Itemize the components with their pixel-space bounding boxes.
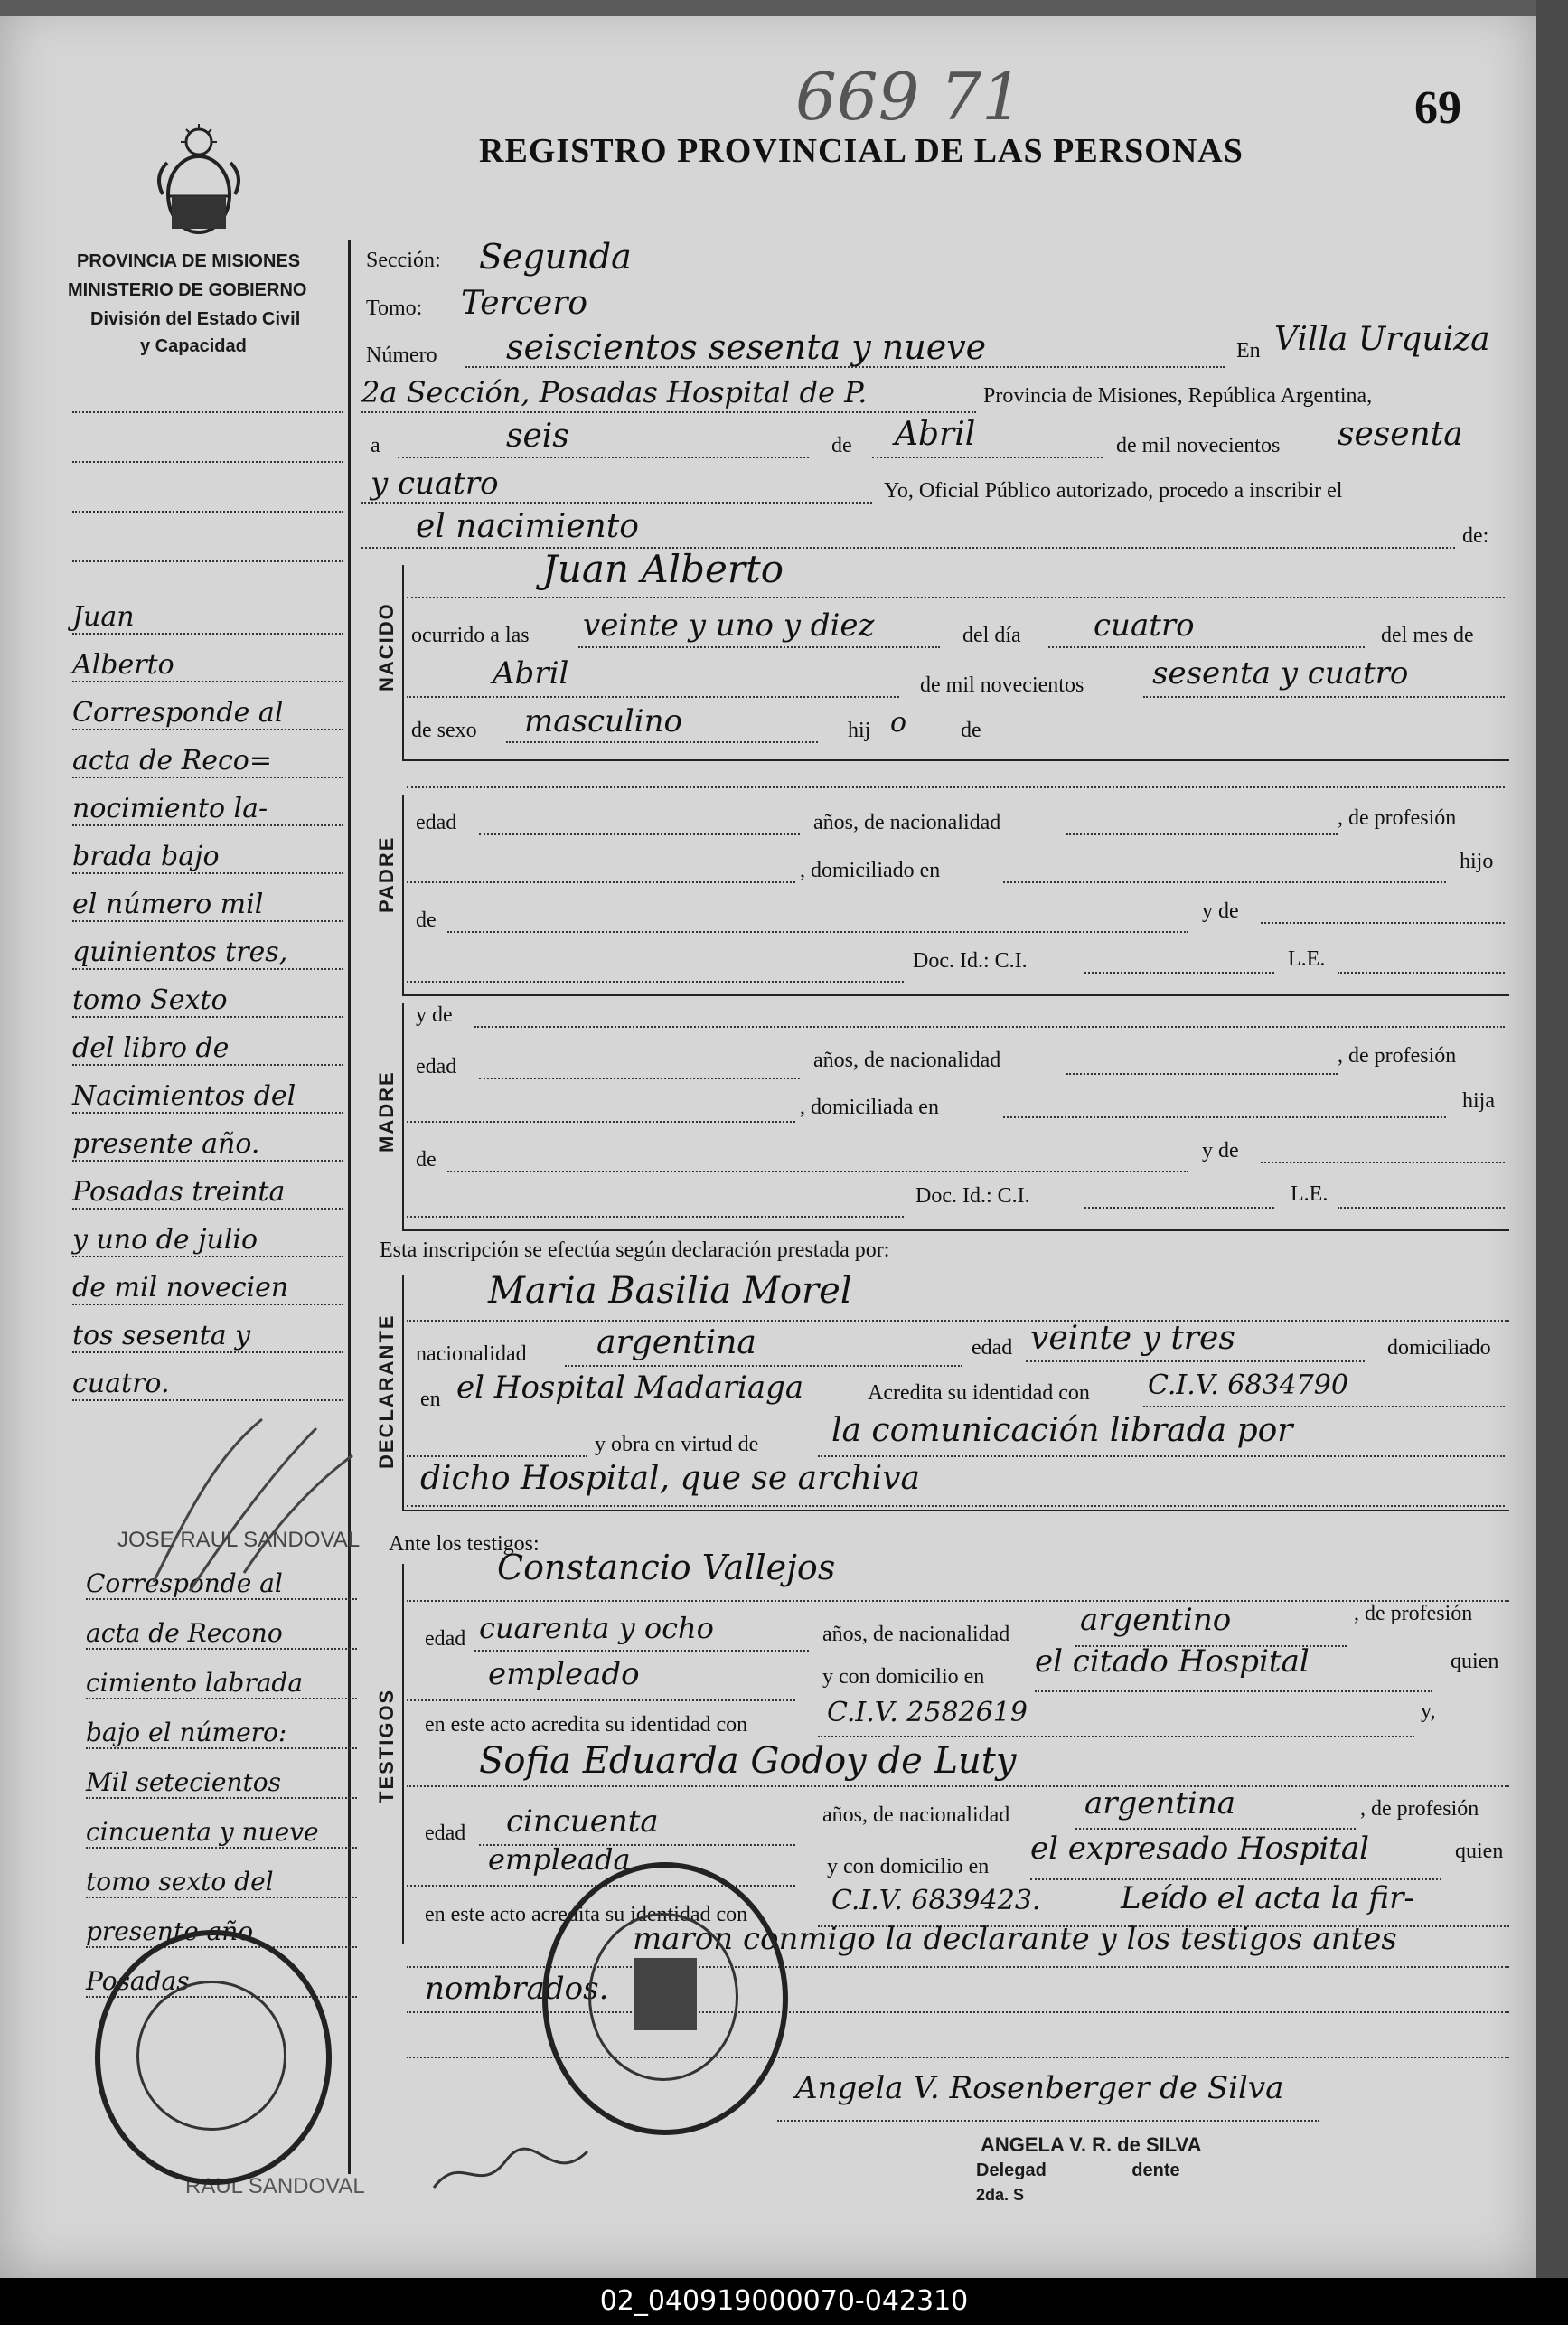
office-division: División del Estado Civil	[90, 309, 301, 329]
ocurrido-value: veinte y uno y diez	[583, 607, 875, 644]
margin-note-line: cimiento labrada	[86, 1668, 357, 1699]
margin-note-line: Corresponde al	[86, 1568, 357, 1600]
margin-note-line: de mil novecien	[72, 1272, 343, 1305]
padre-edad-label: edad	[416, 811, 457, 834]
madre-de-label: de	[416, 1148, 437, 1172]
madre-le-label: L.E.	[1291, 1182, 1329, 1206]
declarante-domiciliado-label: domiciliado	[1387, 1336, 1491, 1360]
declarante-name: Maria Basilia Morel	[488, 1270, 852, 1312]
declarante-acredita-value: C.I.V. 6834790	[1148, 1370, 1348, 1401]
margin-note-line: tomo sexto del	[86, 1867, 357, 1898]
testigo1-dom-line	[1035, 1690, 1432, 1692]
declarante-nac-line	[565, 1365, 962, 1367]
margin-note-line: Posadas	[86, 1966, 357, 1998]
ocurrido-line	[578, 646, 940, 648]
hijo-value: o	[890, 707, 907, 739]
declarante-archive-line	[407, 1505, 1505, 1507]
margin-note-line: Alberto	[72, 649, 343, 682]
declarante-nacionalidad-label: nacionalidad	[416, 1342, 527, 1366]
testigos-left-rule	[402, 1564, 404, 1944]
madre-de-line	[447, 1171, 1188, 1172]
numero-value: seiscientos sesenta y nueve	[506, 327, 987, 367]
a-label: a	[371, 434, 380, 457]
officer-signature-line	[777, 2120, 1319, 2122]
mes-value: Abril	[493, 655, 569, 692]
padre-left-rule	[402, 795, 404, 994]
mil-value: sesenta	[1338, 416, 1463, 453]
margin-note-line: Posadas treinta	[72, 1176, 343, 1210]
mes-line	[407, 696, 899, 698]
officer-title-1: Delegad dente	[976, 2160, 1180, 2180]
margin-note-line: tomo Sexto	[72, 984, 343, 1018]
declarante-obra-label: y obra en virtud de	[595, 1433, 759, 1456]
madre-nac-line	[1066, 1073, 1338, 1075]
testigo1-y-label: y,	[1421, 1699, 1436, 1723]
scribble-signature-left	[136, 1401, 371, 1600]
margin-note-line: Nacimientos del	[72, 1080, 343, 1114]
nacido-left-rule	[402, 565, 404, 759]
madre-y-de-label: y de	[416, 1003, 453, 1027]
line4-dotted	[361, 502, 872, 504]
padre-doc-pre-line	[407, 981, 904, 983]
declarante-bottom-rule	[402, 1510, 1509, 1511]
margin-note-line: Juan	[72, 601, 343, 635]
handwritten-record-number: 669 71	[795, 59, 1023, 135]
madre-bottom-rule	[402, 1229, 1509, 1231]
en-value: Villa Urquiza	[1274, 321, 1490, 358]
padre-edad-line	[479, 833, 800, 835]
year-continued: y cuatro	[371, 466, 499, 502]
anio-label: de mil novecientos	[920, 673, 1084, 697]
declarante-obra-value: la comunicación librada por	[831, 1412, 1293, 1449]
margin-note-line: tos sesenta y	[72, 1320, 343, 1353]
madre-hija-label: hija	[1462, 1089, 1495, 1113]
testigo1-prof-line	[407, 1699, 795, 1701]
margin-note-line: acta de Recono	[86, 1618, 357, 1650]
margin-note-line: Corresponde al	[72, 697, 343, 730]
margin-line	[72, 411, 343, 413]
madre-prof-line	[407, 1121, 795, 1123]
officer-name: ANGELA V. R. de SILVA	[981, 2133, 1202, 2156]
scan-right-edge	[1536, 0, 1568, 2278]
hijo-label: hij	[848, 719, 871, 742]
declarante-nacionalidad-value: argentina	[596, 1324, 756, 1361]
leida-text: Leído el acta la fir-	[1121, 1880, 1414, 1916]
nacido-section-label: NACIDO	[375, 602, 398, 692]
testigo1-nacionalidad-value: argentino	[1080, 1602, 1232, 1638]
testigo1-domicilio-label: y con domicilio en	[822, 1665, 985, 1689]
madre-le-line	[1338, 1207, 1505, 1209]
madre-doc-line	[1084, 1207, 1274, 1209]
madre-edad-line	[479, 1078, 800, 1079]
sexo-value: masculino	[524, 703, 683, 739]
margin-note-line: el número mil	[72, 889, 343, 922]
madre-domiciliada-label: , domiciliada en	[800, 1096, 939, 1119]
scribble-signature-bottom	[425, 2133, 606, 2206]
margin-line	[72, 461, 343, 463]
testigo2-edad-label: edad	[425, 1821, 466, 1845]
margin-note-line: cuatro.	[72, 1368, 343, 1401]
anio-line	[1143, 696, 1505, 698]
testigo2-edad-value: cincuenta	[506, 1803, 659, 1840]
seccion-value: Segunda	[479, 237, 632, 277]
locality-value: 2a Sección, Posadas Hospital de P.	[361, 375, 868, 409]
testigo2-domicilio-value: el expresado Hospital	[1030, 1831, 1370, 1867]
scan-top-edge	[0, 0, 1568, 16]
anio-value: sesenta y cuatro	[1152, 655, 1409, 692]
testigo2-acredita-value: C.I.V. 6839423.	[831, 1885, 1041, 1916]
testigo2-domicilio-label: y con domicilio en	[827, 1855, 990, 1878]
official-stamp-name: JOSE RAUL SANDOVAL	[117, 1528, 361, 1552]
en-label: En	[1236, 339, 1261, 362]
testigo2-name: Sofia Eduarda Godoy de Luty	[479, 1740, 1017, 1782]
office-ministry: MINISTERIO DE GOBIERNO	[68, 280, 307, 300]
madre-y-de-line	[474, 1026, 1505, 1028]
de-colon: de:	[1462, 524, 1489, 548]
margin-note-line: quinientos tres,	[72, 937, 343, 970]
testigo1-acredita-label: en este acto acredita su identidad con	[425, 1713, 748, 1737]
testigo1-acredita-value: C.I.V. 2582619	[827, 1697, 1028, 1728]
madre-y-de2-line	[1261, 1162, 1505, 1163]
file-id-bar	[0, 2278, 1568, 2325]
ocurrido-label: ocurrido a las	[411, 624, 530, 647]
testigo1-edad-value: cuarenta y ocho	[479, 1611, 714, 1645]
testigo1-quien-label: quien	[1451, 1650, 1499, 1673]
testigo1-name-line	[407, 1600, 1509, 1602]
office-capacity: y Capacidad	[140, 336, 247, 356]
madre-doc-label: Doc. Id.: C.I.	[915, 1184, 1030, 1208]
padre-profesion-label: , de profesión	[1338, 806, 1457, 830]
declarante-obra-pre-line	[407, 1455, 587, 1457]
a-line	[398, 457, 809, 458]
seccion-label: Sección:	[366, 249, 441, 272]
declarante-name-line	[407, 1320, 1509, 1322]
madre-anios-label: años, de nacionalidad	[813, 1049, 1001, 1072]
declarante-acredita-line	[1143, 1406, 1505, 1407]
nacido-name: Juan Alberto	[542, 547, 784, 591]
testigo1-profesion-label: , de profesión	[1354, 1602, 1473, 1625]
declarante-intro: Esta inscripción se efectúa según declaración prestada por:	[380, 1238, 890, 1262]
madre-left-rule	[402, 1003, 404, 1229]
testigo2-name-line	[407, 1785, 1509, 1787]
padre-de-line	[447, 931, 1188, 933]
de-line	[872, 457, 1103, 458]
numero-label: Número	[366, 344, 437, 367]
dia-label: del día	[962, 624, 1021, 647]
firma-text-line2: nombrados.	[425, 1971, 609, 2007]
madre-dom-line	[1003, 1116, 1446, 1118]
testigo1-anios-label: años, de nacionalidad	[822, 1623, 1010, 1646]
testigo2-nacionalidad-value: argentina	[1084, 1785, 1236, 1821]
margin-note-line: y uno de julio	[72, 1224, 343, 1257]
mil-label: de mil novecientos	[1116, 434, 1281, 457]
declarante-section-label: DECLARANTE	[375, 1313, 398, 1469]
nacido-de-label: de	[961, 719, 981, 742]
padre-doc-label: Doc. Id.: C.I.	[913, 949, 1028, 973]
testigo1-edad-label: edad	[425, 1627, 466, 1651]
bottom-stamp-name: RAUL SANDOVAL	[185, 2174, 365, 2198]
line2-dotted	[361, 411, 976, 413]
page-title: REGISTRO PROVINCIAL DE LAS PERSONAS	[479, 132, 1244, 170]
tomo-value: Tercero	[461, 285, 588, 322]
provincia-text: Provincia de Misiones, República Argentina,	[983, 384, 1373, 408]
nacido-bottom-rule	[402, 759, 1509, 761]
declarante-edad-line	[1026, 1360, 1365, 1362]
padre-nac-line	[1066, 833, 1338, 835]
de-label: de	[831, 434, 852, 457]
testigo1-acredita-line	[818, 1736, 1414, 1737]
madre-section-label: MADRE	[375, 1070, 398, 1153]
acto-value: el nacimiento	[416, 508, 639, 545]
testigo1-name: Constancio Vallejos	[497, 1548, 836, 1587]
madre-profesion-label: , de profesión	[1338, 1044, 1457, 1068]
padre-y-de-label: y de	[1202, 899, 1239, 923]
dia-value: cuatro	[1094, 607, 1195, 644]
firma-text-line1: maron conmigo la declarante y los testigos antes	[633, 1921, 1397, 1957]
madre-doc-pre-line	[407, 1216, 904, 1218]
coat-of-arms-icon	[154, 122, 244, 240]
padre-le-line	[1338, 972, 1505, 974]
file-id-text: 02_040919000070-042310	[599, 2285, 969, 2317]
testigo2-profesion-value: empleada	[488, 1842, 631, 1877]
padre-y-de-line	[1261, 922, 1505, 924]
declarante-archive-value: dicho Hospital, que se archiva	[420, 1460, 920, 1497]
de-value: Abril	[895, 416, 976, 453]
officer-title-2: 2da. S	[976, 2186, 1025, 2204]
declarante-edad-label: edad	[972, 1336, 1013, 1360]
padre-dom-line	[1003, 881, 1446, 883]
declarante-obra-line	[818, 1455, 1505, 1457]
madre-edad-label: edad	[416, 1055, 457, 1078]
sexo-line	[506, 741, 818, 743]
official-seal-stamp-left	[95, 1930, 332, 2185]
dia-line	[1048, 646, 1365, 648]
testigo1-domicilio-value: el citado Hospital	[1035, 1643, 1310, 1680]
declarante-en-label: en	[420, 1388, 441, 1411]
oficial-text: Yo, Oficial Público autorizado, procedo a inscribir el	[884, 479, 1343, 503]
declarante-en-value: el Hospital Madariaga	[456, 1370, 804, 1406]
mes-label: del mes de	[1381, 624, 1474, 647]
a-value: seis	[506, 418, 569, 455]
padre-domiciliado-label: , domiciliado en	[800, 859, 941, 882]
margin-note-line: acta de Reco=	[72, 745, 343, 778]
padre-le-label: L.E.	[1288, 947, 1326, 971]
testigos-intro: Ante los testigos:	[389, 1532, 540, 1556]
declarante-left-rule	[402, 1275, 404, 1510]
testigos-section-label: TESTIGOS	[375, 1688, 398, 1803]
padre-prof-line	[407, 881, 795, 883]
margin-note-line: cincuenta y nueve	[86, 1817, 357, 1849]
margin-note-line: Mil setecientos	[86, 1767, 357, 1799]
padre-anios-label: años, de nacionalidad	[813, 811, 1001, 834]
tomo-label: Tomo:	[366, 297, 423, 320]
testigo2-profesion-label: , de profesión	[1360, 1797, 1479, 1821]
margin-note-line: nocimiento la-	[72, 793, 343, 826]
testigo1-edad-line	[474, 1650, 809, 1652]
officer-signature: Angela V. Rosenberger de Silva	[795, 2070, 1284, 2106]
margin-line	[72, 511, 343, 513]
padre-section-label: PADRE	[375, 835, 398, 913]
margin-note-line: presente año	[86, 1916, 357, 1948]
padre-de-label: de	[416, 908, 437, 932]
page-number: 69	[1414, 82, 1461, 134]
padre-hijo-label: hijo	[1460, 850, 1494, 873]
declarante-acredita-label: Acredita su identidad con	[868, 1381, 1090, 1405]
testigo2-anios-label: años, de nacionalidad	[822, 1803, 1010, 1827]
nacido-name-line	[407, 597, 1505, 598]
margin-note-line: del libro de	[72, 1032, 343, 1066]
madre-y-de2-label: y de	[1202, 1139, 1239, 1162]
margin-note-line: presente año.	[72, 1128, 343, 1162]
testigo2-acredita-label: en este acto acredita su identidad con	[425, 1903, 748, 1926]
testigo2-quien-label: quien	[1455, 1840, 1504, 1863]
testigo2-nac-line	[1075, 1828, 1356, 1830]
margin-note-line: brada bajo	[72, 841, 343, 874]
testigo1-profesion-value: empleado	[488, 1656, 640, 1692]
margin-line	[72, 560, 343, 562]
declarante-edad-value: veinte y tres	[1030, 1320, 1235, 1357]
acto-line	[361, 547, 1455, 549]
official-seal-stamp-center	[542, 1862, 788, 2135]
padre-doc-line	[1084, 972, 1274, 974]
padre-bottom-rule	[402, 994, 1509, 996]
margin-note-line: bajo el número:	[86, 1718, 357, 1749]
nacido-extra-line	[407, 786, 1505, 788]
office-province: PROVINCIA DE MISIONES	[77, 251, 301, 271]
sexo-label: de sexo	[411, 719, 477, 742]
